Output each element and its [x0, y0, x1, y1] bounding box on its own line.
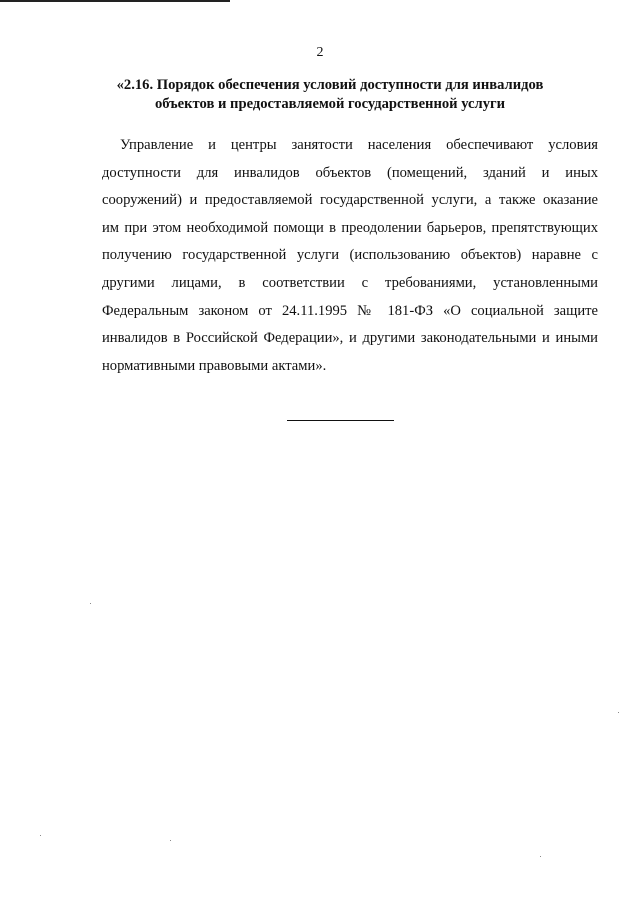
page-number: 2 — [316, 45, 324, 60]
heading-line-1: «2.16. Порядок обеспечения условий доступности для инвалидов — [116, 77, 544, 93]
body-line: Управление и центры занятости населения обеспечивают условия — [120, 137, 598, 153]
scan-speck — [170, 840, 171, 841]
body-line: им при этом необходимой помощи в преодолении барьеров, препятствующих — [102, 219, 598, 236]
body-line: инвалидов в Российской Федерации», и другими законодательными и иными — [102, 330, 598, 347]
body-line: сооружений) и предоставляемой государственной услуги, а также оказание — [102, 192, 598, 209]
top-edge-rule — [0, 0, 230, 2]
closing-divider — [287, 420, 394, 421]
body-line: другими лицами, в соответствии с требованиями, установленными — [102, 274, 598, 291]
scan-speck — [540, 856, 541, 857]
body-line: доступности для инвалидов объектов (помещений, зданий и иных — [102, 164, 598, 181]
section-heading — [100, 76, 560, 114]
scan-speck — [618, 712, 619, 713]
body-line: Федеральным законом от 24.11.1995 № 181-ФЗ «О социальной защите — [102, 302, 598, 319]
body-line: нормативными правовыми актами». — [102, 357, 327, 374]
heading-line-2: объектов и предоставляемой государственной услуги — [154, 96, 506, 112]
scan-speck — [90, 603, 91, 604]
body-paragraph — [102, 132, 598, 380]
body-line: получению государственной услуги (использованию объектов) наравне с — [102, 247, 598, 264]
scan-speck — [40, 835, 41, 836]
